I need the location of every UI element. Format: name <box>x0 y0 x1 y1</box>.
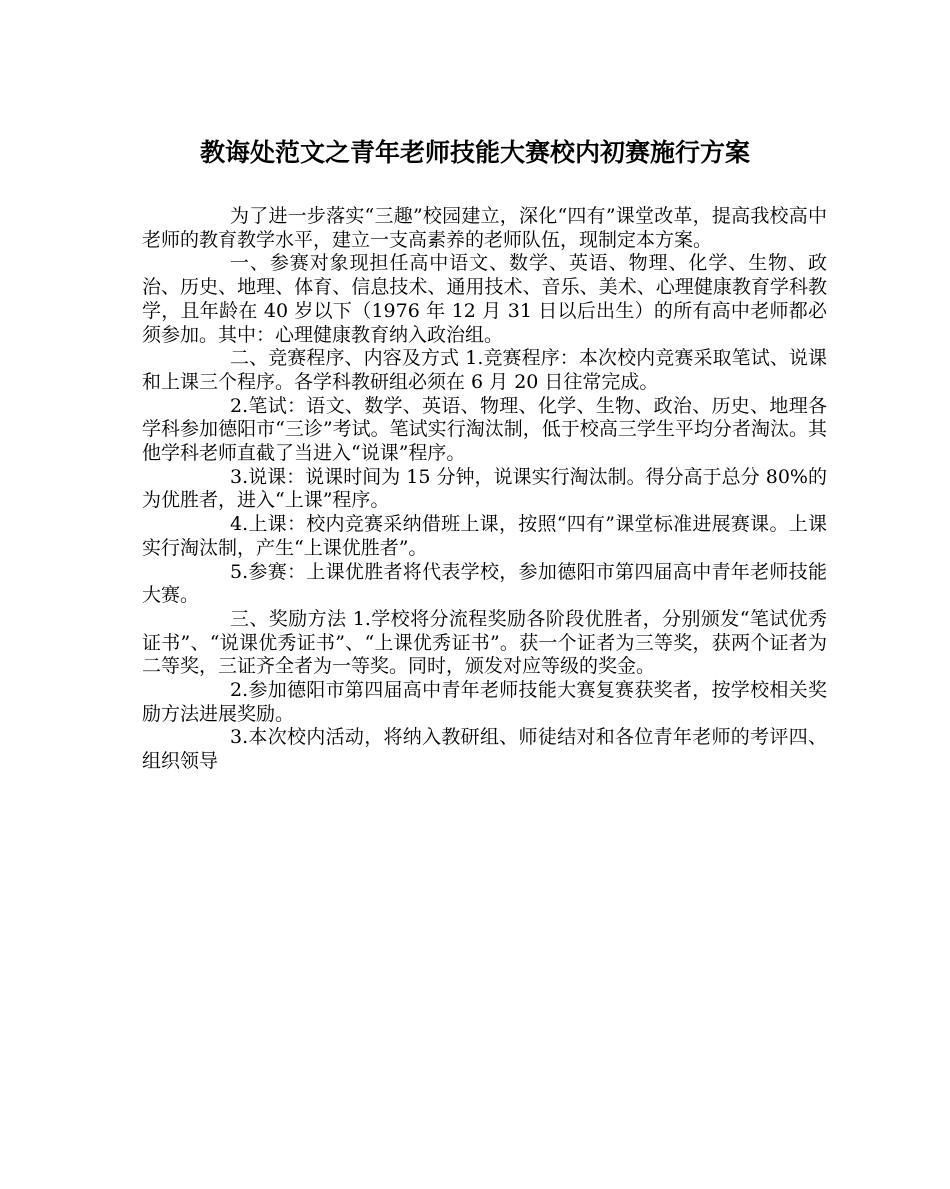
paragraph-rewards-2: 2.参加德阳市第四届高中青年老师技能大赛复赛获奖者，按学校相关奖励方法进展奖励。 <box>142 679 827 725</box>
document-body <box>142 205 827 774</box>
paragraph-rewards: 三、奖励方法 1.学校将分流程奖励各阶段优胜者，分别颁发“笔试优秀证书”、“说课优秀证书”、“上课优秀证书”。获一个证者为三等奖，获两个证者为二等奖，三证齐全者为一等奖。同时，颁发对应等级的奖金。 <box>142 607 827 678</box>
paragraph-written-exam: 2.笔试：语文、数学、英语、物理、化学、生物、政治、历史、地理各学科参加德阳市“三诊”考试。笔试实行淘汰制，低于校高三学生平均分者淘汰。其他学科老师直截了当进入“说课”程序。 <box>142 394 827 465</box>
paragraph-participants: 一、参赛对象现担任高中语文、数学、英语、物理、化学、生物、政治、历史、地理、体育、信息技术、通用技术、音乐、美术、心理健康教育学科教学，且年龄在 40 岁以下（1976 年 12 月 31 日以后出生）的所有高中老师都必须参加。其中：心理健康教育纳入政治组。 <box>142 252 827 346</box>
paragraph-lesson-talk: 3.说课：说课时间为 15 分钟，说课实行淘汰制。得分高于总分 80%的为优胜者，进入“上课”程序。 <box>142 465 827 512</box>
document-title: 教诲处范文之青年老师技能大赛校内初赛施行方案 <box>199 138 750 167</box>
paragraph-lesson: 4.上课：校内竞赛采纳借班上课，按照“四有”课堂标准进展赛课。上课实行淘汰制，产生“上课优胜者”。 <box>142 513 827 559</box>
paragraph-procedure: 二、竞赛程序、内容及方式 1.竞赛程序：本次校内竞赛采取笔试、说课和上课三个程序。各学科教研组必须在 6 月 20 日往常完成。 <box>142 347 827 393</box>
paragraph-intro: 为了进一步落实“三趣”校园建立，深化“四有”课堂改革，提高我校高中老师的教育教学水平，建立一支高素养的老师队伍，现制定本方案。 <box>142 205 827 251</box>
paragraph-rewards-3: 3.本次校内活动，将纳入教研组、师徒结对和各位青年老师的考评四、组织领导 <box>142 726 827 773</box>
paragraph-competition: 5.参赛：上课优胜者将代表学校，参加德阳市第四届高中青年老师技能大赛。 <box>142 560 827 607</box>
